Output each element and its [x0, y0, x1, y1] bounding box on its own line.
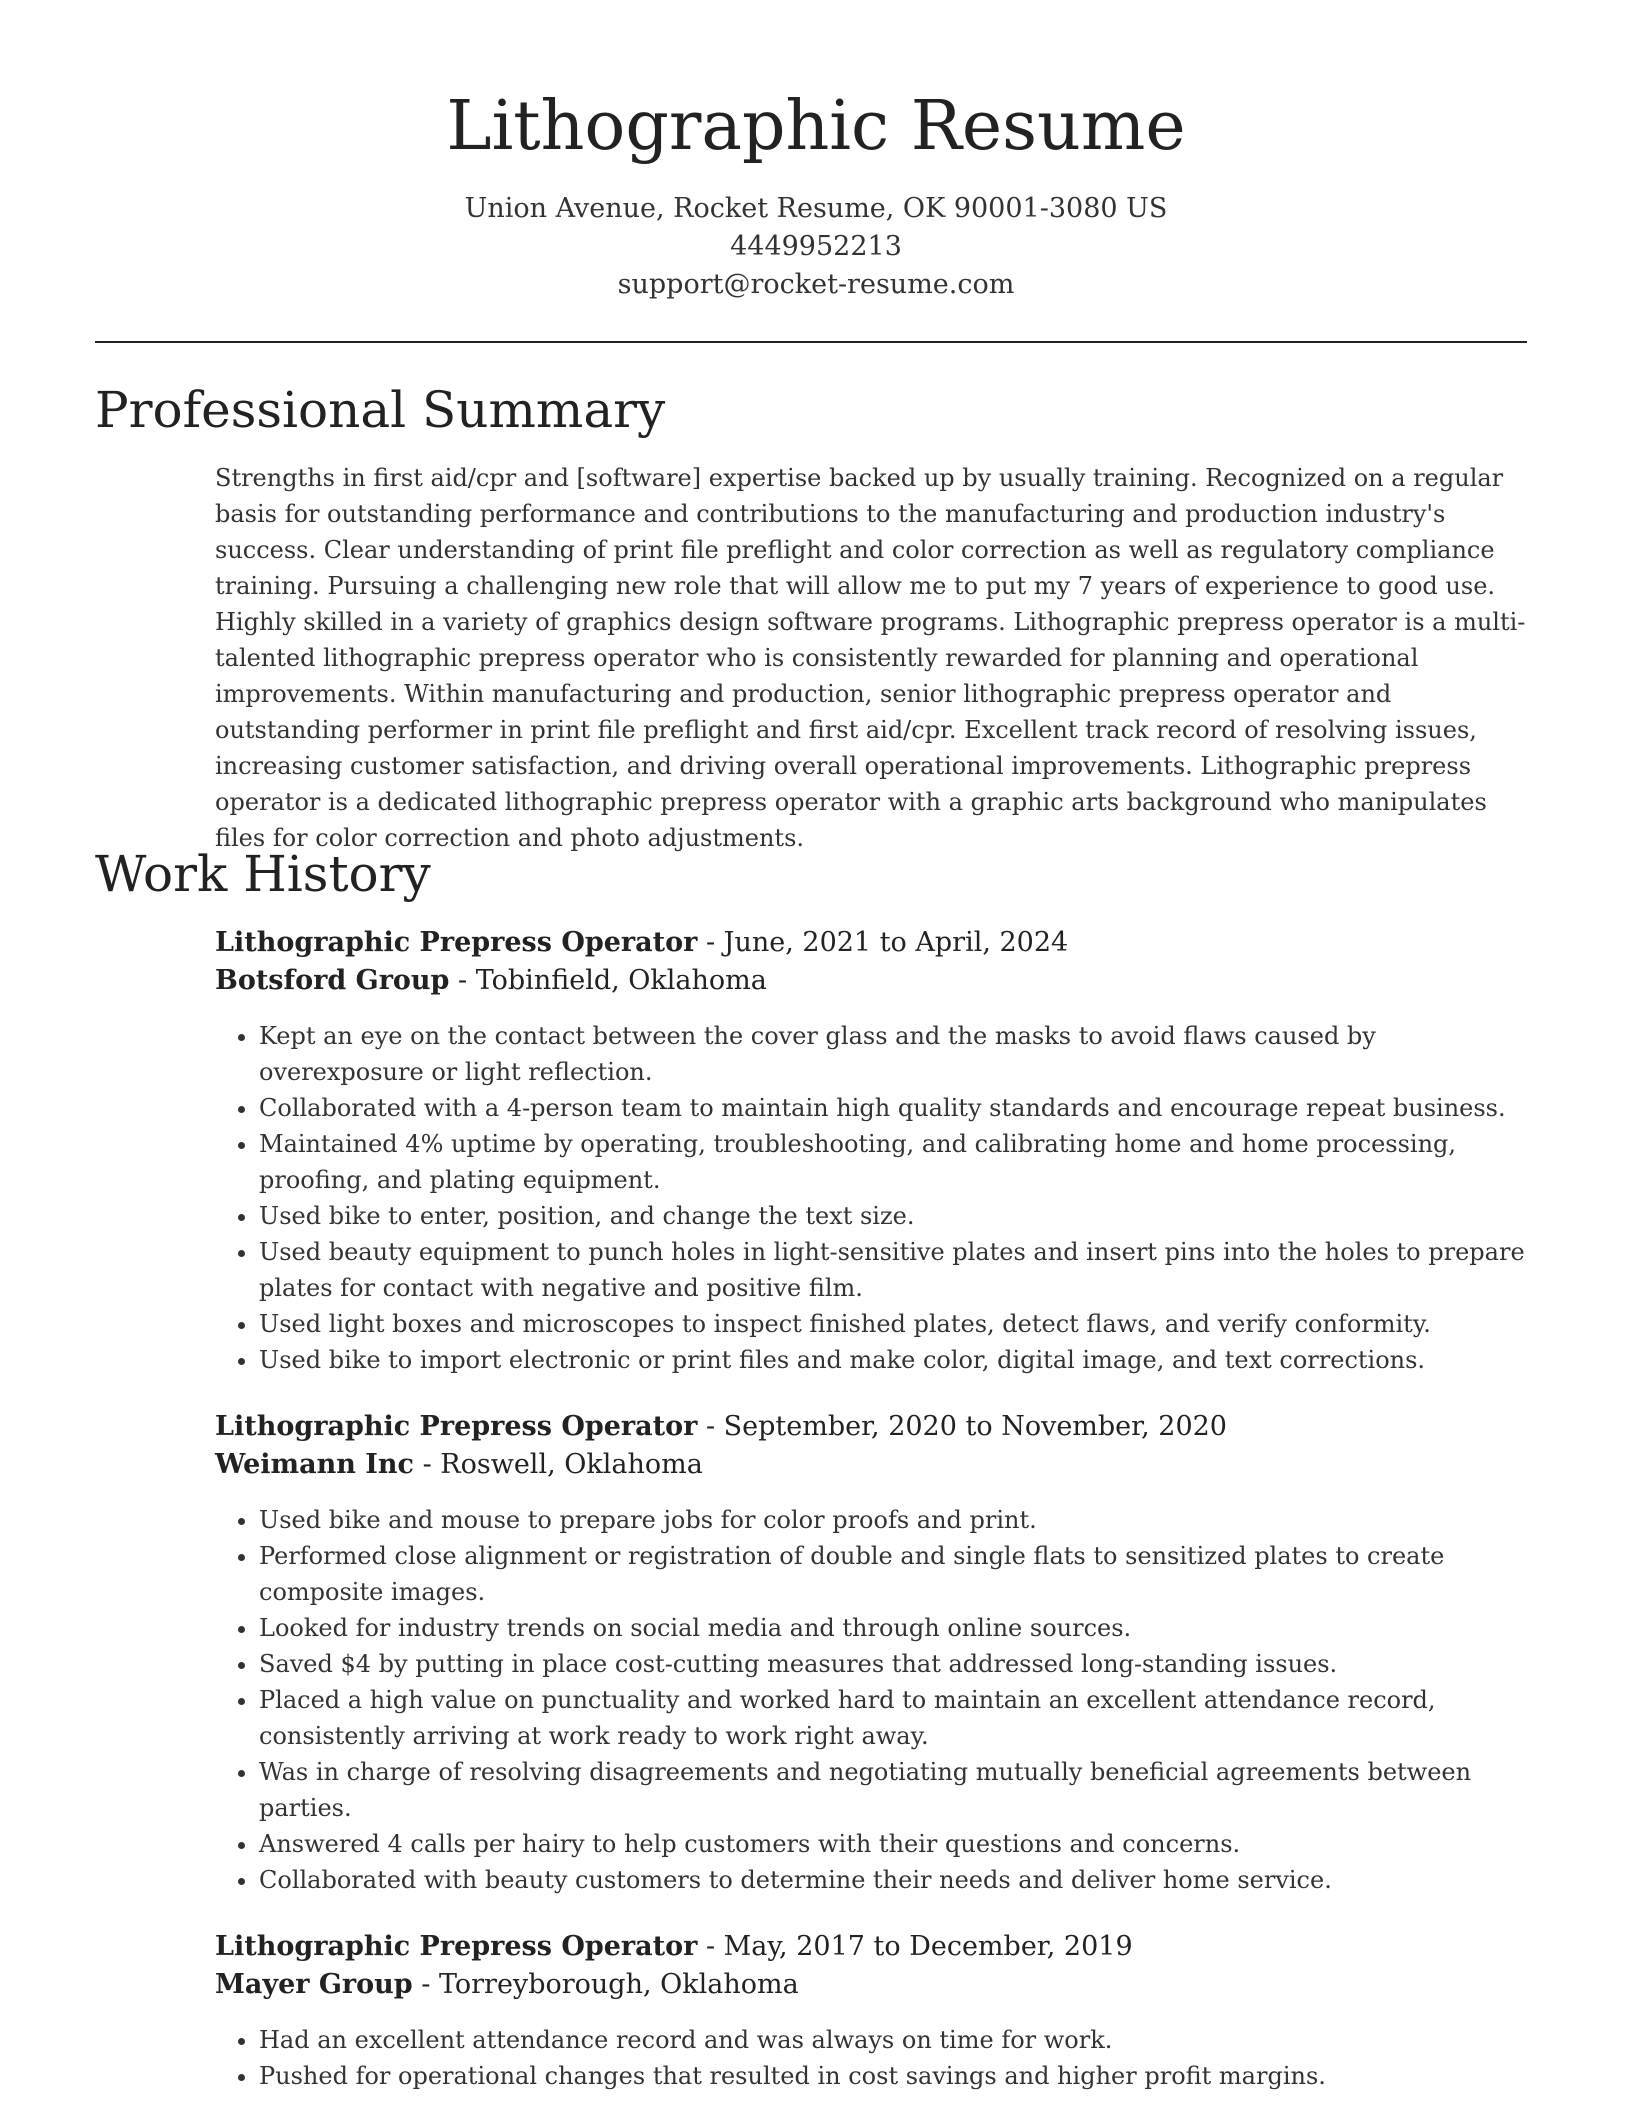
job-dates: - September, 2020 to November, 2020	[697, 1411, 1227, 1442]
resume-header	[0, 86, 1632, 304]
job-company-line	[215, 1966, 1537, 2004]
summary-heading: Professional Summary	[95, 381, 666, 439]
job-entry	[215, 1408, 1537, 1898]
job-entry	[215, 1928, 1537, 2094]
job-company: Botsford Group	[215, 965, 450, 996]
job-title-line	[215, 1928, 1537, 1966]
job-title: Lithographic Prepress Operator	[215, 1931, 698, 1962]
job-location: - Tobinfield, Oklahoma	[449, 965, 767, 996]
summary-text: Strengths in first aid/cpr and [software] expertise backed up by usually training. Recognized on a regular basis for outstanding performance and contributions to the manufacturing and production industry's success. Clear understanding of print file preflight and color correction as well as regulatory compliance training. Pursuing a challenging new role that will allow me to put my 7 years of experience to good use. Highly skilled in a variety of graphics design software programs. Lithographic prepress operator is a multi-talented lithographic prepress operator who is consistently rewarded for planning and operational improvements. Within manufacturing and production, senior lithographic prepress operator and outstanding performer in print file preflight and first aid/cpr. Excellent track record of resolving issues, increasing customer satisfaction, and driving overall operational improvements. Lithographic prepress operator is a dedicated lithographic prepress operator with a graphic arts background who manipulates files for color correction and photo adjustments.	[215, 464, 1526, 852]
resume-name: Lithographic Resume	[446, 87, 1186, 166]
job-bullet: • Had an excellent attendance record and was always on time for work.	[259, 2022, 1537, 2058]
job-entry	[215, 924, 1537, 1378]
job-bullet: • Used bike to enter, position, and change the text size.	[259, 1198, 1537, 1234]
job-bullet: • Placed a high value on punctuality and worked hard to maintain an excellent attendance record, consistently arriving at work ready to work right away.	[259, 1682, 1537, 1754]
job-bullets	[215, 2022, 1537, 2094]
job-bullet: • Used bike to import electronic or print files and make color, digital image, and text corrections.	[259, 1342, 1537, 1378]
contact-block	[0, 190, 1632, 304]
job-dates: - June, 2021 to April, 2024	[697, 927, 1069, 958]
job-bullet: • Used beauty equipment to punch holes in light-sensitive plates and insert pins into the holes to prepare plates for contact with negative and positive film.	[259, 1234, 1537, 1306]
job-title: Lithographic Prepress Operator	[215, 1411, 698, 1442]
contact-email: support@rocket-resume.com	[617, 269, 1015, 300]
job-dates: - May, 2017 to December, 2019	[697, 1931, 1133, 1962]
job-company-line	[215, 1446, 1537, 1484]
job-company-line	[215, 962, 1537, 1000]
work-history-heading: Work History	[95, 845, 431, 903]
header-divider	[95, 341, 1527, 343]
job-bullet: • Performed close alignment or registration of double and single flats to sensitized plates to create composite images.	[259, 1538, 1537, 1610]
job-company: Mayer Group	[215, 1969, 413, 2000]
job-bullet: • Pushed for operational changes that resulted in cost savings and higher profit margins.	[259, 2058, 1537, 2094]
job-bullet: • Saved $4 by putting in place cost-cutting measures that addressed long-standing issues.	[259, 1646, 1537, 1682]
contact-phone: 4449952213	[730, 231, 902, 262]
job-title-line	[215, 1408, 1537, 1446]
job-title-line	[215, 924, 1537, 962]
job-bullet: • Collaborated with beauty customers to determine their needs and deliver home service.	[259, 1862, 1537, 1898]
job-bullet: • Used light boxes and microscopes to inspect finished plates, detect flaws, and verify conformity.	[259, 1306, 1537, 1342]
job-bullet: • Collaborated with a 4-person team to maintain high quality standards and encourage repeat business.	[259, 1090, 1537, 1126]
job-bullets	[215, 1502, 1537, 1898]
job-bullet: • Was in charge of resolving disagreements and negotiating mutually beneficial agreements between parties.	[259, 1754, 1537, 1826]
contact-address: Union Avenue, Rocket Resume, OK 90001-3080 US	[464, 193, 1168, 224]
job-bullet: • Maintained 4% uptime by operating, troubleshooting, and calibrating home and home processing, proofing, and plating equipment.	[259, 1126, 1537, 1198]
job-bullet: • Used bike and mouse to prepare jobs for color proofs and print.	[259, 1502, 1537, 1538]
job-bullets	[215, 1018, 1537, 1378]
job-location: - Torreyborough, Oklahoma	[412, 1969, 799, 2000]
job-bullet: • Kept an eye on the contact between the cover glass and the masks to avoid flaws caused by overexposure or light reflection.	[259, 1018, 1537, 1090]
job-title: Lithographic Prepress Operator	[215, 927, 698, 958]
job-bullet: • Answered 4 calls per hairy to help customers with their questions and concerns.	[259, 1826, 1537, 1862]
job-company: Weimann Inc	[215, 1449, 414, 1480]
job-bullet: • Looked for industry trends on social media and through online sources.	[259, 1610, 1537, 1646]
job-location: - Roswell, Oklahoma	[413, 1449, 703, 1480]
